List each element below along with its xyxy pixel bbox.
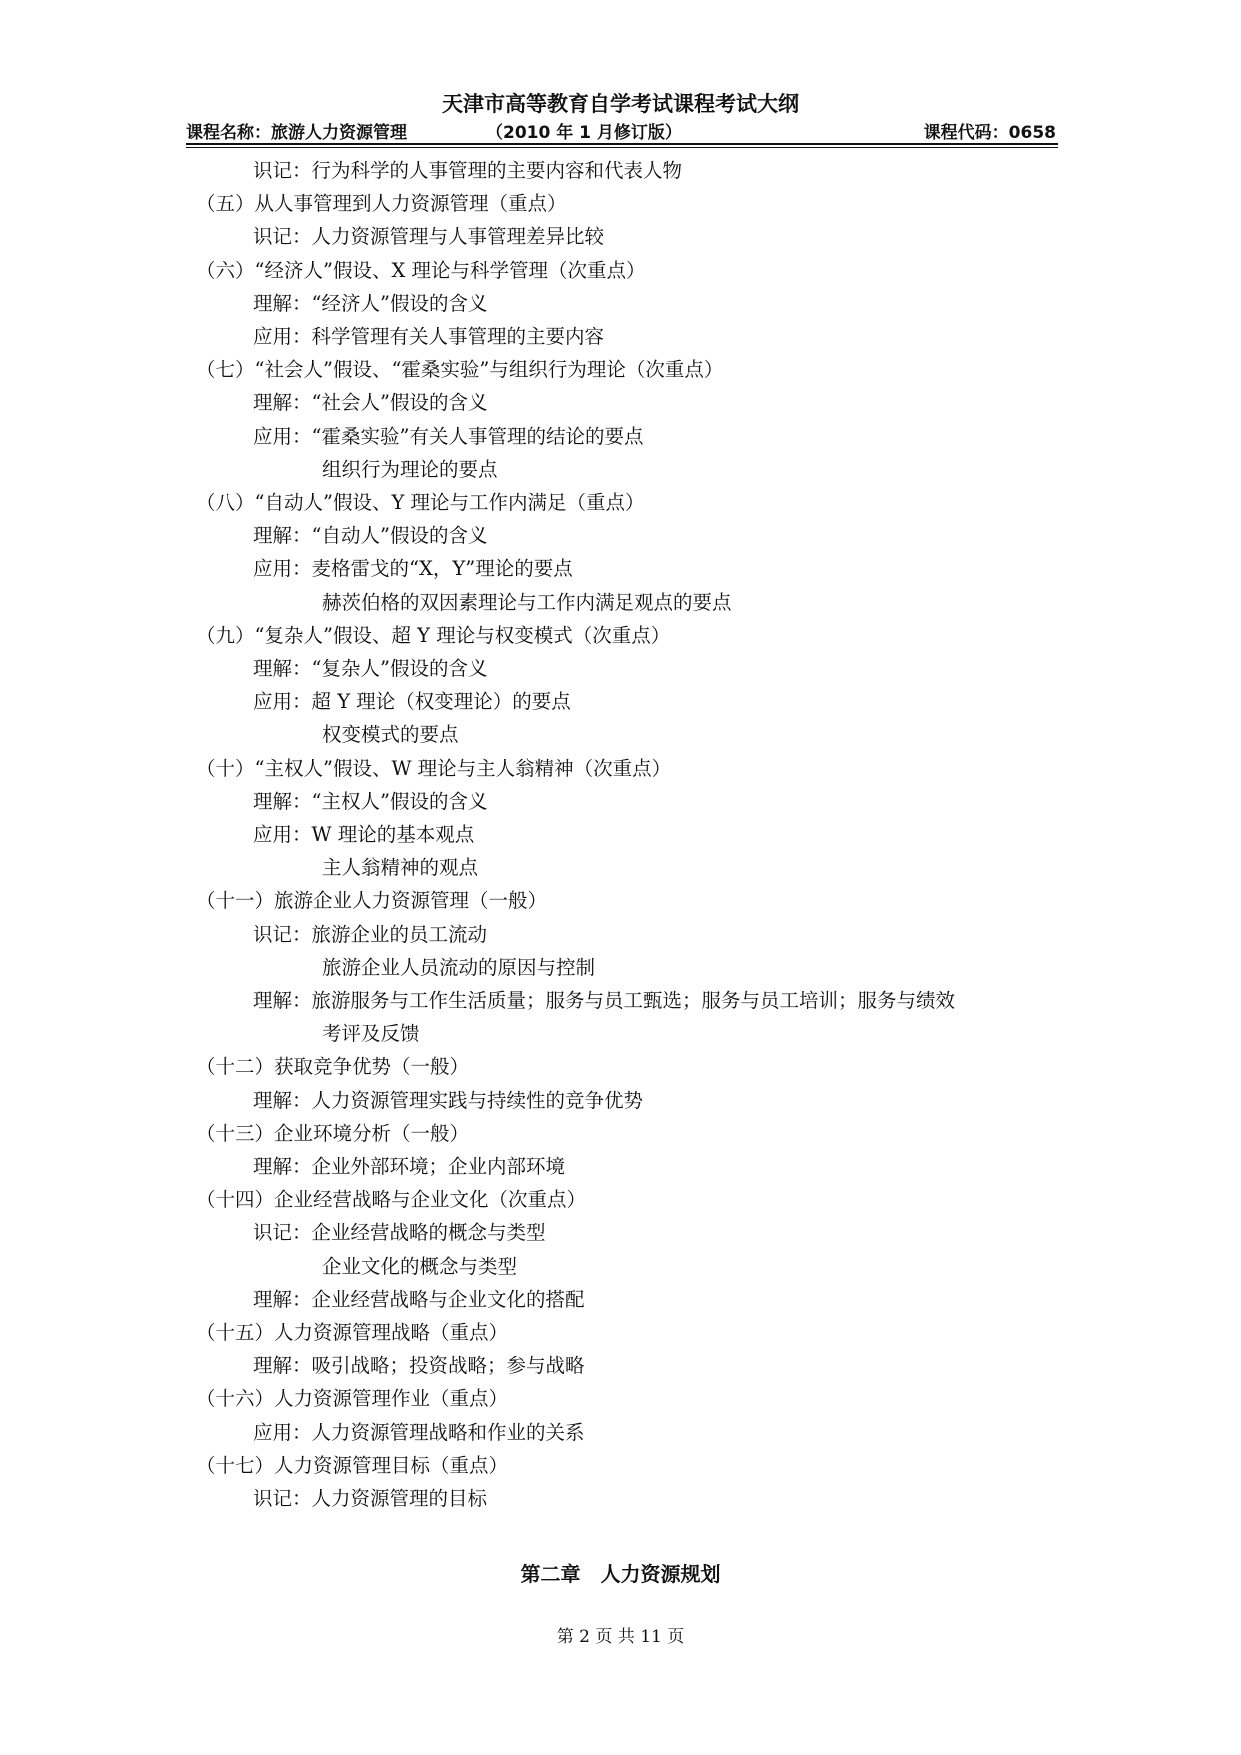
outline-item: 应用：麦格雷戈的“X，Y”理论的要点 <box>253 557 573 580</box>
chapter-heading: 第二章 人力资源规划 <box>520 1562 721 1586</box>
outline-item: 主人翁精神的观点 <box>322 856 479 879</box>
outline-item: 权变模式的要点 <box>322 723 459 746</box>
outline-item: 理解：人力资源管理实践与持续性的竞争优势 <box>253 1089 644 1112</box>
outline-item: 应用：人力资源管理战略和作业的关系 <box>253 1421 585 1444</box>
outline-item: 旅游企业人员流动的原因与控制 <box>322 956 596 979</box>
header-rule-thick <box>186 143 1058 145</box>
section-heading: （十五）人力资源管理战略（重点） <box>196 1321 509 1344</box>
section-heading: （十二）获取竞争优势（一般） <box>196 1055 470 1078</box>
outline-item: 理解：旅游服务与工作生活质量；服务与员工甄选；服务与员工培训；服务与绩效 <box>253 989 956 1012</box>
outline-item: 赫茨伯格的双因素理论与工作内满足观点的要点 <box>322 591 732 614</box>
outline-item: 组织行为理论的要点 <box>322 458 498 481</box>
section-heading: （五）从人事管理到人力资源管理（重点） <box>196 192 567 215</box>
outline-item: 应用：超 Y 理论（权变理论）的要点 <box>253 690 571 713</box>
outline-item: 理解：“经济人”假设的含义 <box>253 292 488 315</box>
section-heading: （六）“经济人”假设、X 理论与科学管理（次重点） <box>196 259 646 282</box>
section-heading: （十三）企业环境分析（一般） <box>196 1122 470 1145</box>
outline-item: 理解：吸引战略；投资战略；参与战略 <box>253 1354 585 1377</box>
outline-item: 理解：“主权人”假设的含义 <box>253 790 488 813</box>
page-footer: 第 2 页 共 11 页 <box>556 1627 685 1647</box>
section-heading: （十七）人力资源管理目标（重点） <box>196 1454 509 1477</box>
outline-item: 识记：企业经营战略的概念与类型 <box>253 1221 546 1244</box>
header-info-row <box>186 118 1056 144</box>
section-heading: （十四）企业经营战略与企业文化（次重点） <box>196 1188 587 1211</box>
outline-item: 理解：“复杂人”假设的含义 <box>253 657 488 680</box>
section-heading: （十六）人力资源管理作业（重点） <box>196 1387 509 1410</box>
outline-item: 理解：企业经营战略与企业文化的搭配 <box>253 1288 585 1311</box>
section-heading: （七）“社会人”假设、“霍桑实验”与组织行为理论（次重点） <box>196 358 724 381</box>
outline-item: 识记：旅游企业的员工流动 <box>253 923 488 946</box>
section-heading: （十一）旅游企业人力资源管理（一般） <box>196 889 548 912</box>
section-heading: （八）“自动人”假设、Y 理论与工作内满足（重点） <box>196 491 645 514</box>
header-rule-thin <box>186 147 1058 148</box>
outline-item: 识记：行为科学的人事管理的主要内容和代表人物 <box>253 159 683 182</box>
outline-item: 理解：企业外部环境；企业内部环境 <box>253 1155 566 1178</box>
outline-item: 考评及反馈 <box>322 1022 420 1045</box>
section-heading: （十）“主权人”假设、W 理论与主人翁精神（次重点） <box>196 757 672 780</box>
section-heading: （九）“复杂人”假设、超 Y 理论与权变模式（次重点） <box>196 624 671 647</box>
document-title: 天津市高等教育自学考试课程考试大纲 <box>442 92 799 116</box>
outline-item: 应用：“霍桑实验”有关人事管理的结论的要点 <box>253 425 644 448</box>
outline-item: 理解：“自动人”假设的含义 <box>253 524 488 547</box>
course-name: 课程名称：旅游人力资源管理 <box>186 123 407 143</box>
outline-item: 识记：人力资源管理与人事管理差异比较 <box>253 225 605 248</box>
outline-item: 应用：科学管理有关人事管理的主要内容 <box>253 325 605 348</box>
course-code: 课程代码：0658 <box>923 123 1056 143</box>
outline-item: 理解：“社会人”假设的含义 <box>253 391 488 414</box>
edition-label: （2010 年 1 月修订版） <box>486 123 682 143</box>
outline-item: 应用：W 理论的基本观点 <box>253 823 475 846</box>
outline-item: 识记：人力资源管理的目标 <box>253 1487 488 1510</box>
outline-item: 企业文化的概念与类型 <box>322 1255 518 1278</box>
